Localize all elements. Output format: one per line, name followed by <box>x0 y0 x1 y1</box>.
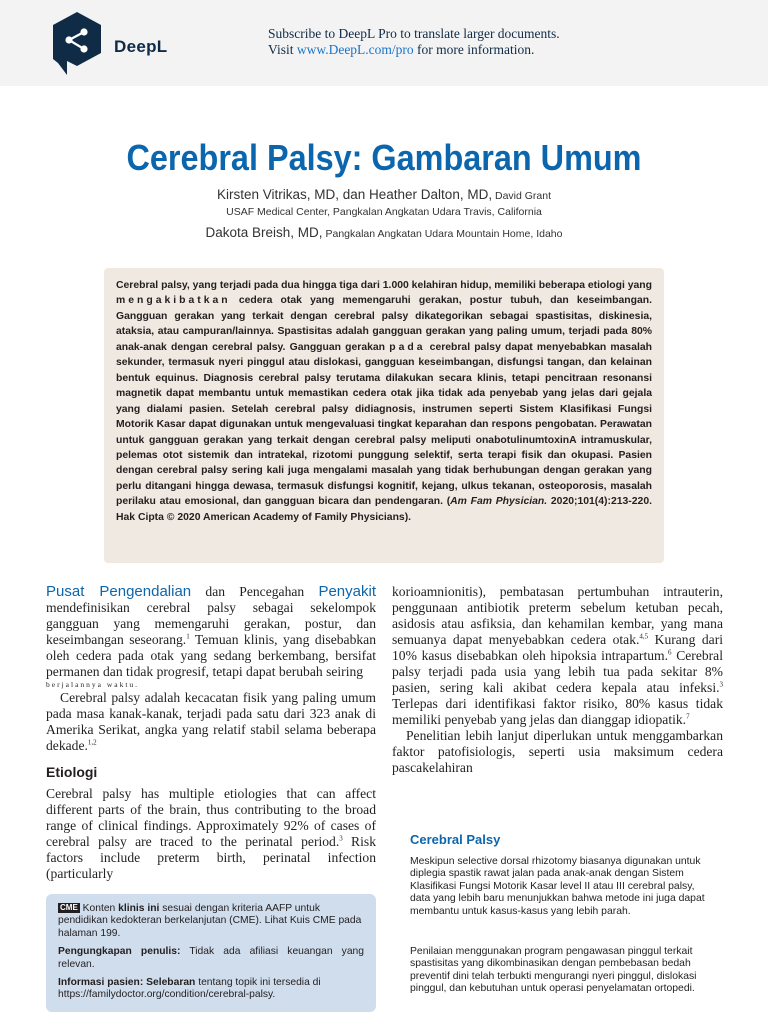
cme-text-b: sesuai dengan kriteria AAFP untuk pendidikan kedokteran berkelanjutan (CME). Lihat Kuis CME pada halaman 199. <box>58 903 362 939</box>
deepl-logo[interactable] <box>50 11 200 77</box>
cme-statement <box>58 903 364 940</box>
authors-primary: Kirsten Vitrikas, MD, dan Heather Dalton, MD, <box>216 187 493 202</box>
lead-connector: dan Pencegahan <box>191 584 319 599</box>
cme-text-a: Konten <box>79 903 119 914</box>
banner-line-2-prefix: Visit <box>268 42 297 57</box>
sidebar-paragraph-2: Penilaian menggunakan program pengawasan pinggul terkait spastisitas yang dikombinasikan dengan pembebasan bedah preventif dini telah terbukti mengurangi nyeri pinggul, dislokasi pinggul, dan kebutuhan untuk operasi penyelamatan ortopedi. <box>410 946 697 995</box>
authors-secondary: Dakota Breish, MD, <box>205 225 323 240</box>
citation-ref: 1 <box>186 632 190 641</box>
lead-word-1: Pusat Pengendalian <box>46 583 192 600</box>
deepl-banner <box>0 0 768 86</box>
left-paragraph-1 <box>46 584 376 680</box>
right-paragraph-1-text: korioamnionitis), pembatasan pertumbuhan intrauterin, penggunaan antibiotik preterm sebelum ketuban pecah, asidosis atau asfiksia, dan kehamilan kembar, yang mana semuanya dapat menyebabkan cedera otak. <box>392 584 723 647</box>
abstract-spaced-word-2: pada <box>389 341 426 353</box>
right-column <box>392 584 723 776</box>
lead-word-2: Penyakit <box>318 583 376 600</box>
citation-ref: 7 <box>686 712 690 721</box>
banner-line-2 <box>268 42 560 58</box>
deepl-brand-name: DeepL <box>114 37 168 56</box>
right-paragraph-1-text-c: Cerebral palsy terjadi pada usia yang lebih tua pada sekitar 8% pasien, sering kali akibat cedera kepala atau infeksi. <box>392 648 723 695</box>
left-column <box>46 584 376 882</box>
citation-ref: 6 <box>668 648 672 657</box>
left-paragraph-2-text: Cerebral palsy adalah kecacatan fisik yang paling umum pada masa kanak-kanak, terjadi pada satu dari 323 anak di Amerika Serikat, angka yang relatif stabil selama beberapa dekade. <box>46 690 376 753</box>
left-paragraph-3 <box>46 786 376 882</box>
left-paragraph-1-tail: berjalannya waktu. <box>46 680 140 689</box>
article-title: Cerebral Palsy: Gambaran Umum <box>126 137 642 178</box>
citation-ref: 3 <box>339 834 343 843</box>
deepl-logo-icon <box>50 11 104 77</box>
abstract-part-2: cedera otak yang memengaruhi gerakan, postur tubuh, dan keseimbangan. Gangguan gerakan yang terkait dengan cerebral palsy dikategorikan sebagai spastisitas, diskinesia, ataksia, atau campuran/lainnya. Spastisitas adalah gangguan gerakan yang paling umum, terjadi pada 80% anak-anak dengan cerebral palsy. Gangguan gerakan <box>116 295 652 353</box>
left-paragraph-2 <box>46 690 376 754</box>
patient-info-label: Informasi pasien: Selebaran <box>58 977 196 989</box>
citation-ref: 1,2 <box>87 738 97 747</box>
abstract-citation: 2020;101(4):213-220. Hak Cipta © 2020 American Academy of Family Physicians). <box>116 496 652 523</box>
cme-text-bold: klinis ini <box>118 903 160 914</box>
author-line-2 <box>0 225 768 240</box>
cme-info-box <box>46 894 376 1012</box>
left-paragraph-3-text: Cerebral palsy has multiple etiologies that can affect different parts of the brain, thus contributing to the broad range of clinical findings. Approximately 92% of cases of cerebral palsy are traced to the perinatal period. <box>46 786 376 849</box>
right-paragraph-1 <box>392 584 723 728</box>
deepl-pro-link[interactable]: www.DeepL.com/pro <box>296 42 414 57</box>
authors-primary-extra: David Grant <box>492 190 552 202</box>
abstract-text <box>116 278 652 525</box>
citation-ref: 3 <box>719 680 723 689</box>
cme-badge: CME <box>60 903 78 912</box>
author-line-1 <box>0 187 768 202</box>
affiliation-line-1: USAF Medical Center, Pangkalan Angkatan Udara Travis, California <box>226 206 542 218</box>
right-paragraph-1-text-d: Terlepas dari identifikasi faktor risiko, 80% kasus tidak memiliki penyebab yang jelas dan dianggap idiopatik. <box>392 696 723 727</box>
sidebar-paragraph-1: Meskipun selective dorsal rhizotomy biasanya digunakan untuk diplegia spastik rawat jalan pada anak-anak dengan Sistem Klasifikasi Fungsi Motorik Kasar level II atau III cerebral palsy, data yang lebih baru menunjukkan bahwa metode ini juga dapat membantu untuk kasus-kasus yang lebih parah. <box>410 856 705 917</box>
left-paragraph-3-text-b: Risk factors include preterm birth, perinatal infection (particularly <box>46 834 376 881</box>
sidebar-heading: Cerebral Palsy <box>410 832 501 847</box>
section-heading-etiologi: Etiologi <box>46 764 98 780</box>
right-paragraph-1-text-b: Kurang dari 10% kasus disebabkan oleh hipoksia intrapartum. <box>392 632 724 663</box>
disclosure-text: Tidak ada afiliasi keuangan yang relevan. <box>58 946 364 970</box>
banner-line-1: Subscribe to DeepL Pro to translate larger documents. <box>268 26 560 41</box>
left-paragraph-1-text: mendefinisikan cerebral palsy sebagai sekelompok gangguan yang memengaruhi gerakan, postur, dan keseimbangan seseorang. <box>46 600 376 647</box>
disclosure-label: Pengungkapan penulis: <box>58 946 181 958</box>
abstract-part-3: cerebral palsy dapat menyebabkan masalah sekunder, termasuk nyeri pinggul atau dislokasi, gangguan keseimbangan, disfungsi tangan, dan kelainan bentuk equinus. Diagnosis cerebral palsy terutama dilakukan secara klinis, tetapi pencitraan resonansi magnetik dapat membantu untuk memastikan cedera otak jika tidak ada penyebab yang jelas dari gejala yang dialami pasien. Setelah cerebral palsy didiagnosis, instrumen seperti Sistem Klasifikasi Fungsi Motorik Kasar dapat digunakan untuk mengevaluasi tingkat keparahan dan respons pengobatan. Perawatan untuk gangguan gerakan yang terkait dengan cerebral palsy meliputi onabotulinumtoxinA intramuskular, pelemas otot sistemik dan intratekal, rizotomi punggung selektif, serta terapi fisik dan okupasi. Pasien dengan cerebral palsy sering kali juga mengalami masalah yang tidak berhubungan dengan gerakan yang perlu ditangani hingga dewasa, termasuk disfungsi kognitif, kejang, ulkus tekanan, osteoporosis, masalah perilaku atau emosional, dan gangguan bicara dan pendengaran. ( <box>116 341 652 508</box>
patient-info-text[interactable]: tentang topik ini tersedia di https://familydoctor.org/condition/cerebral-palsy. <box>58 977 321 1001</box>
abstract-spaced-word-1: mengakibatkan <box>116 295 231 307</box>
right-paragraph-2: Penelitian lebih lanjut diperlukan untuk menggambarkan faktor patofisiologis, seperti usia maksimum cedera pascakelahiran <box>392 728 723 775</box>
banner-line-2-suffix: for more information. <box>413 42 535 57</box>
affiliation-line-2: Pangkalan Angkatan Udara Mountain Home, Idaho <box>322 228 563 240</box>
abstract-part-1: Cerebral palsy, yang terjadi pada dua hingga tiga dari 1.000 kelahiran hidup, memiliki beberapa etiologi yang <box>116 280 652 291</box>
abstract-box <box>104 268 664 563</box>
banner-message <box>268 26 560 58</box>
citation-ref: 4,5 <box>639 632 649 641</box>
left-paragraph-1-text-b: Temuan klinis, yang disebabkan oleh cedera pada otak yang sedang berkembang, bersifat permanen dan tidak progresif, tetapi dapat berubah seiring <box>46 632 376 679</box>
patient-information <box>58 977 364 1002</box>
author-disclosure <box>58 946 364 971</box>
abstract-citation-journal: Am Fam Physician. <box>450 496 548 508</box>
